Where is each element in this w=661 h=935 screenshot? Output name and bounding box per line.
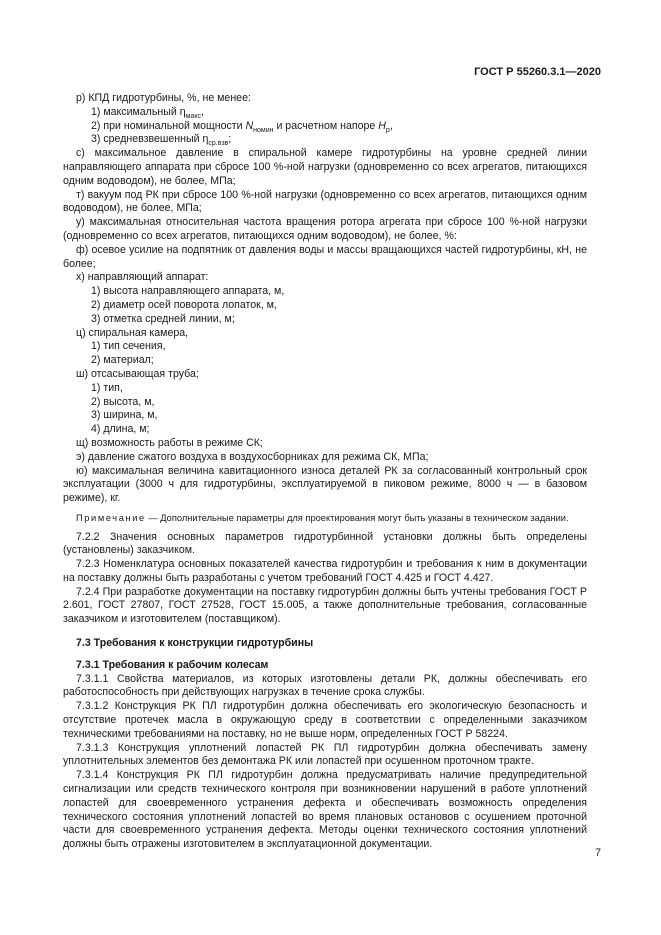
section-7-3-heading: 7.3 Требования к конструкции гидротурбины xyxy=(76,637,314,650)
para-7-3-1-1: 7.3.1.1 Свойства материалов, из которых изготовлены детали РК, должны обеспечивать его работоспособность при действующих нагрузках в течение срока службы. xyxy=(63,672,587,699)
item-e: э) давление сжатого воздуха в воздухосборниках для режима СК, МПа; xyxy=(76,450,429,463)
item-sh-1: 1) тип, xyxy=(91,381,123,394)
note-text: — Дополнительные параметры для проектирования могут быть указаны в техническом задании. xyxy=(145,512,569,523)
para-7-2-4: 7.2.4 При разработке документации на поставку гидротурбин должны быть учтены требования ГОСТ Р 2.601, ГОСТ 27807, ГОСТ 27528, ГОСТ 15.005, а также дополнительные требования, согласованные заказчиком и изготовителем (поставщиком). xyxy=(63,585,587,626)
item-yu: ю) максимальная величина кавитационного износа деталей РК за согласованный контрольный срок эксплуатации (3000 ч для гидротурбины, эксплуатируемой в пиковом режиме, 8000 ч — в базовом режиме), кг. xyxy=(63,464,587,505)
item-sh: ш) отсасывающая труба; xyxy=(76,367,199,380)
page-number: 7 xyxy=(595,847,601,859)
item-c-1: 1) тип сечения, xyxy=(91,340,166,353)
item-h-1: 1) высота направляющего аппарата, м, xyxy=(91,285,285,298)
item-r-3: 3) средневзвешенный $\eta_{ср.взв}$; xyxy=(91,133,232,148)
item-t: т) вакуум под РК при сбросе 100 %-ной нагрузки (одновременно со всех агрегатов, питающихся одним водоводом), не более, МПа; xyxy=(63,188,587,215)
para-7-2-2: 7.2.2 Значения основных параметров гидротурбинной установки должны быть определены (установлены) заказчиком. xyxy=(63,530,587,557)
item-h-2: 2) диаметр осей поворота лопаток, м, xyxy=(91,298,277,311)
item-u: у) максимальная относительная частота вращения ротора агрегата при сбросе 100 %-ной нагрузки (одновременно со всех агрегатов, питающихся одним водоводом), не более, %: xyxy=(63,216,587,242)
note-label: Примечание xyxy=(76,512,146,523)
item-sh-3: 3) ширина, м, xyxy=(91,409,158,422)
item-r-2: 2) при номинальной мощности $N_{номин}$ и расчетном напоре $H_р$, xyxy=(91,119,393,134)
para-7-2-3: 7.2.3 Номенклатура основных показателей качества гидротурбин и требования к ним в документации на поставку должны быть разработаны с учетом требований ГОСТ 4.425 и ГОСТ 4.427. xyxy=(63,558,587,584)
para-7-3-1-3: 7.3.1.3 Конструкция уплотнений лопастей РК ПЛ гидротурбин должна обеспечивать замену уплотнительных элементов без демонтажа РК или лопастей при осушенном проточном тракте. xyxy=(63,741,587,768)
item-sh-2: 2) высота, м, xyxy=(91,395,155,408)
item-h-3: 3) отметка средней линии, м; xyxy=(91,312,235,325)
standard-header: ГОСТ Р 55260.3.1—2020 xyxy=(474,66,601,78)
item-r: р) КПД гидротурбины, %, не менее: xyxy=(76,92,251,104)
item-s: с) максимальное давление в спиральной камере гидротурбины на уровне средней линии направляющего аппарата при сбросе 100 %-ной нагрузки (одновременно со всех агрегатов, питающихся одним водоводом), не более, МПа; xyxy=(63,147,587,187)
item-c: ц) спиральная камера, xyxy=(76,326,189,339)
item-c-2: 2) материал; xyxy=(91,354,154,367)
item-h: х) направляющий аппарат: xyxy=(76,271,209,284)
item-r-1: 1) максимальный $\eta_{макс}$, xyxy=(91,105,204,120)
document-body xyxy=(63,92,587,852)
item-sch: щ) возможность работы в режиме СК; xyxy=(76,436,263,449)
section-7-3-1-heading: 7.3.1 Требования к рабочим колесам xyxy=(76,658,269,671)
item-sh-4: 4) длина, м; xyxy=(91,423,150,436)
note xyxy=(63,512,587,525)
item-f: ф) осевое усилие на подпятник от давления воды и массы вращающихся частей гидротурбины, кН, не более; xyxy=(63,243,587,270)
para-7-3-1-4: 7.3.1.4 Конструкция РК ПЛ гидротурбин должна предусматривать наличие предупредительной сигнализации или средств технического контроля при возникновении нарушений в работе уплотнений лопастей для своевременного устранения дефекта и обеспечивать возможность определения технического состояния уплотнений лопастей во время плановых остановов с осушением проточной части для своевременного устранения дефекта. Методы оценки технического состояния уплотнений должны быть отражены изготовителем в эксплуатационной документации. xyxy=(63,769,587,851)
para-7-3-1-2: 7.3.1.2 Конструкция РК ПЛ гидротурбин должна обеспечивать его экологическую безопасность и отсутствие протечек масла в окружающую среду в соответствии с определенными заказчиком техническими требованиями на поставку, но не выше норм, определенных ГОСТ Р 58224. xyxy=(63,700,587,740)
